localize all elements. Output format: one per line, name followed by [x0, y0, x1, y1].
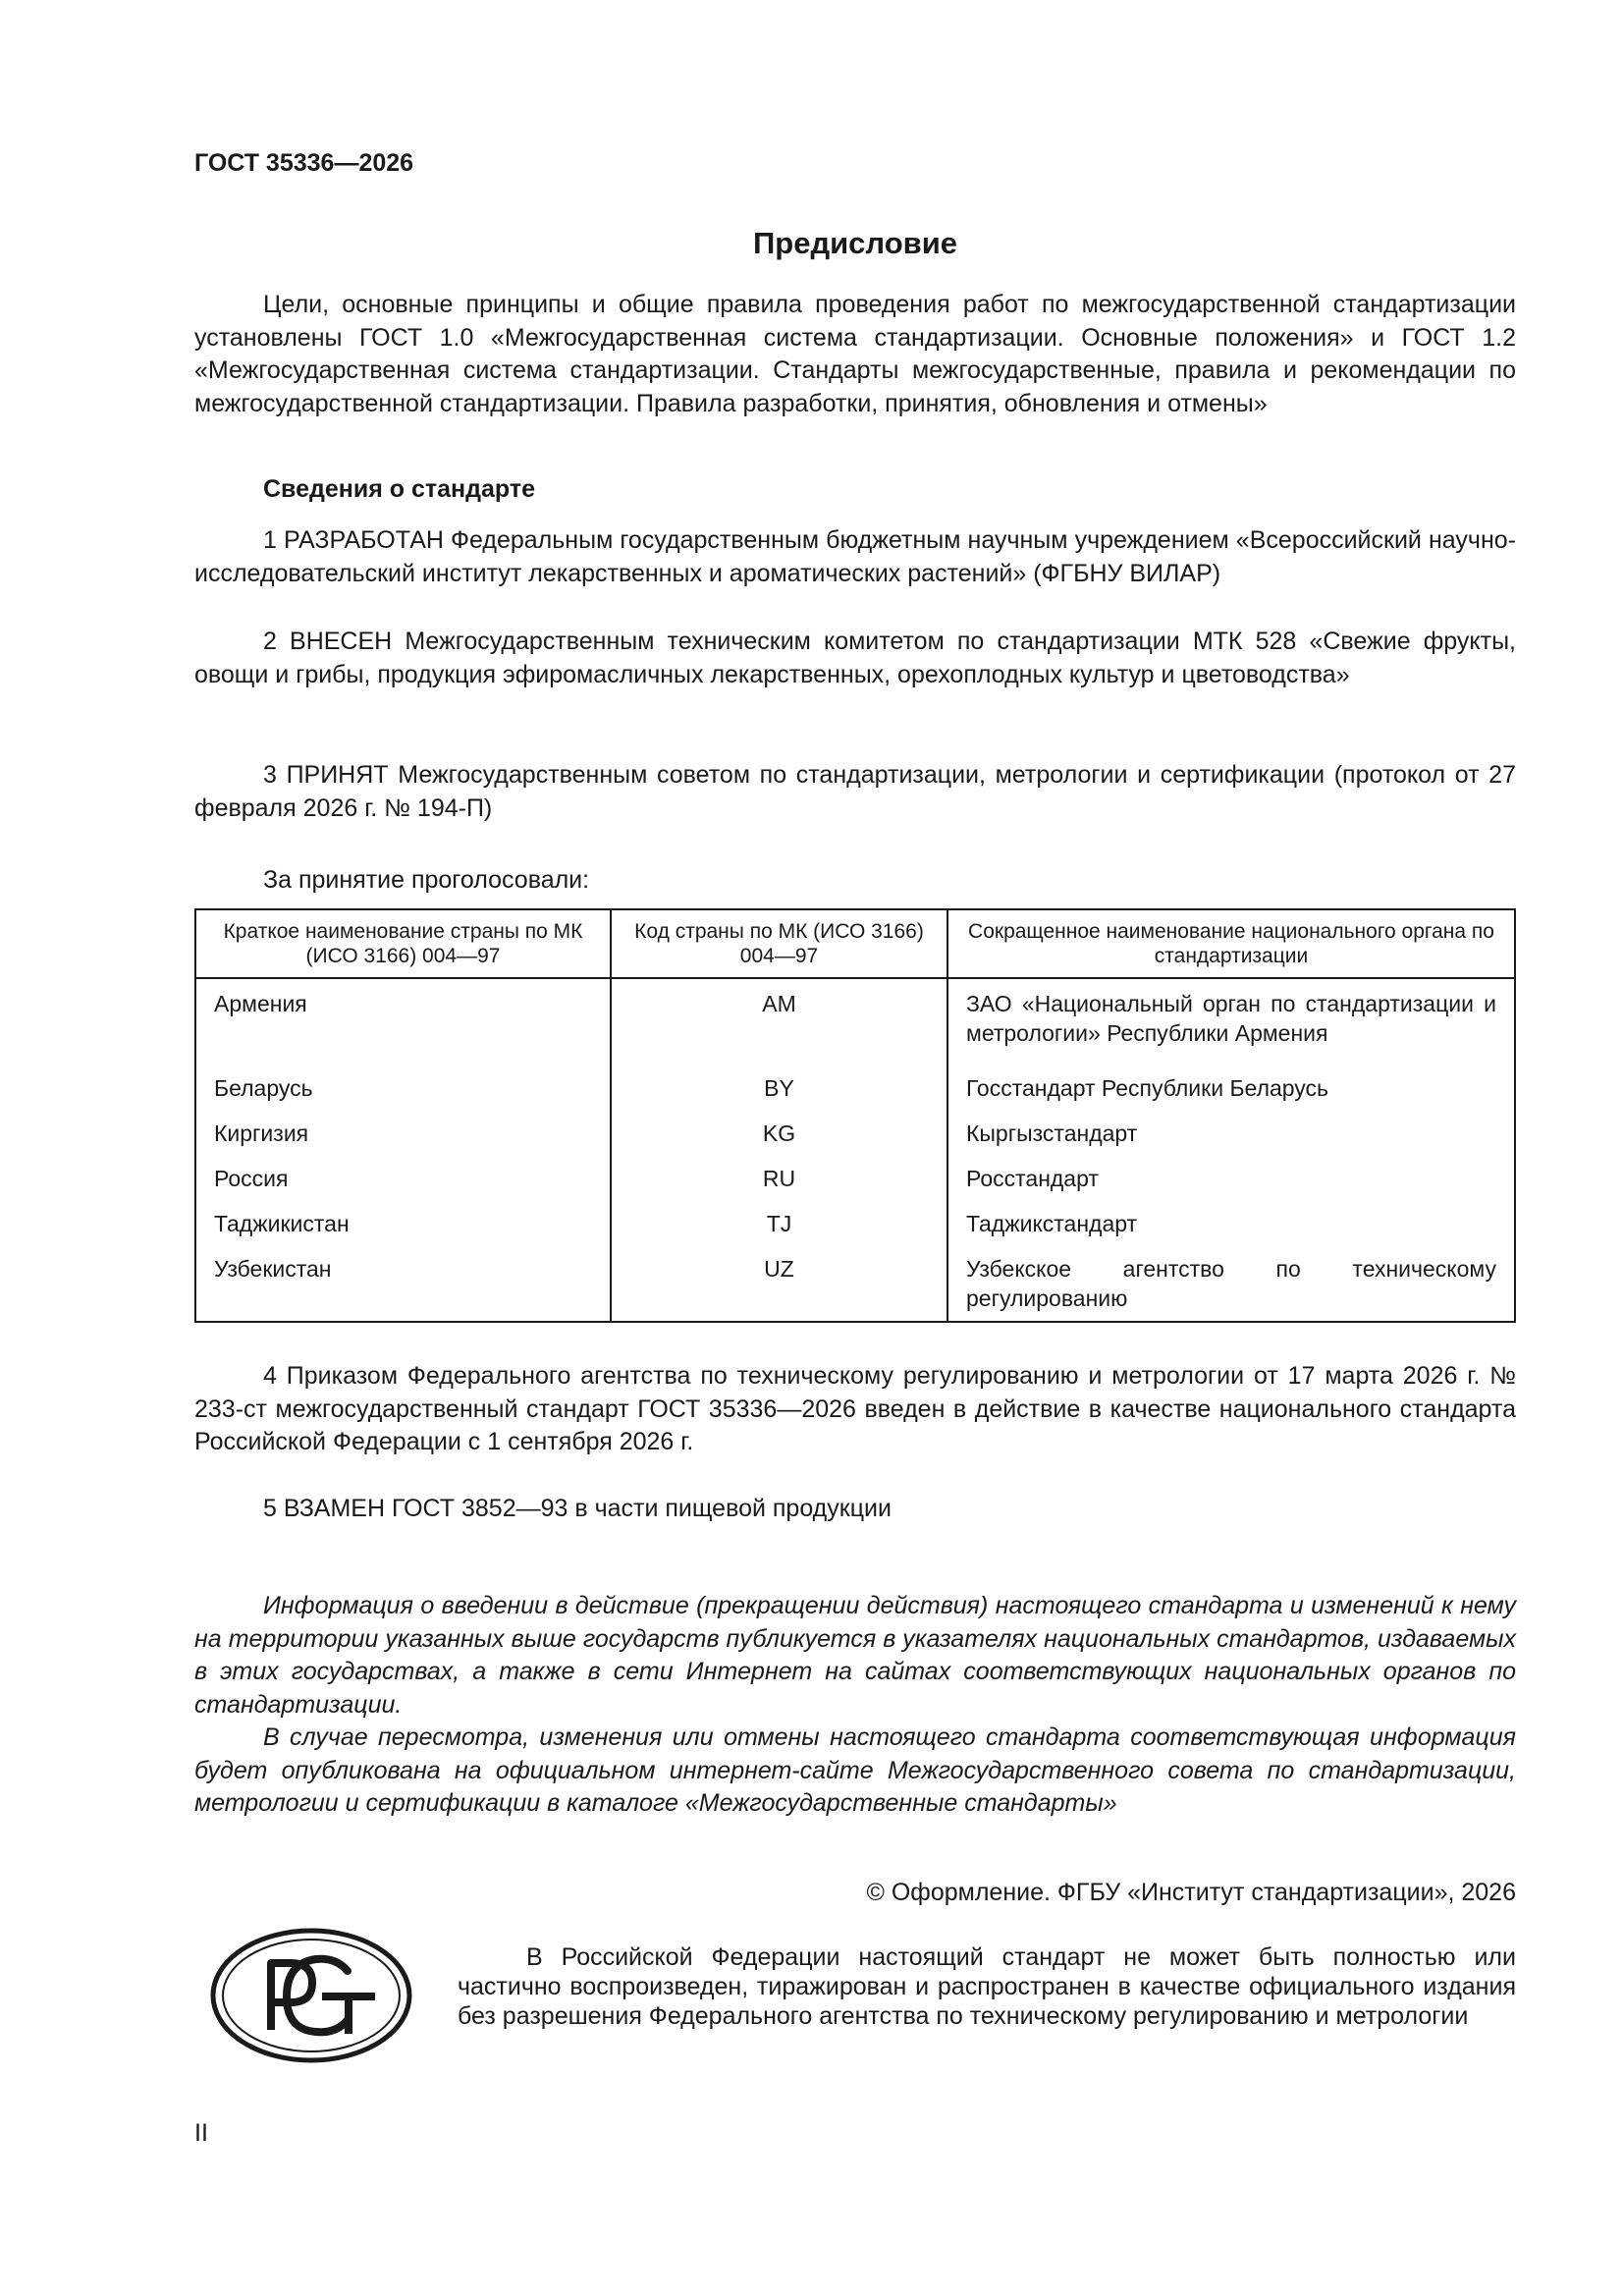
cell-code: BY [611, 1066, 947, 1111]
cell-country: Киргизия [195, 1111, 611, 1156]
table-row [195, 1246, 1515, 1322]
copyright-line: © Оформление. ФГБУ «Институт стандартизации», 2026 [866, 1879, 1516, 1906]
rst-mark-icon [210, 1928, 412, 2063]
column-header-organization: Сокращенное наименование национального органа по стандартизации [947, 909, 1515, 978]
cell-organization: Росстандарт [947, 1156, 1515, 1201]
info-paragraph: В случае пересмотра, изменения или отмены настоящего стандарта соответствующая информация будет опубликована на официальном интернет-сайте Межгосударственного совета по стандартизации, метрологии и сертификации в каталоге «Межгосударственные стандарты» [194, 1723, 1516, 1817]
cell-code: KG [611, 1111, 947, 1156]
item-developed: 1 РАЗРАБОТАН Федеральным государственным бюджетным научным учреждением «Всероссийский научно-исследовательский институт лекарственных и ароматических растений» (ФГБНУ ВИЛАР) [194, 526, 1516, 587]
intro-paragraph: Цели, основные принципы и общие правила проведения работ по межгосударственной стандартизации установлены ГОСТ 1.0 «Межгосударственная система стандартизации. Основные положения» и ГОСТ 1.2 «Межгосударственная система стандартизации. Стандарты межгосударственные, правила и рекомендации по межгосударственной стандартизации. Правила разработки, принятия, обновления и отмены» [194, 291, 1516, 417]
cell-organization: ЗАО «Национальный орган по стандартизации и метрологии» Республики Армения [947, 978, 1515, 1066]
cell-organization: Таджикстандарт [947, 1201, 1515, 1246]
cell-organization: Кыргызстандарт [947, 1111, 1515, 1156]
vote-label: За принятие проголосовали: [263, 866, 590, 894]
cell-country: Россия [195, 1156, 611, 1201]
cell-country: Узбекистан [195, 1246, 611, 1322]
cell-country: Армения [195, 978, 611, 1066]
cell-code: AM [611, 978, 947, 1066]
cell-country: Беларусь [195, 1066, 611, 1111]
cell-organization: Узбекское агентство по техническому регулированию [947, 1246, 1515, 1322]
info-paragraph: Информация о введении в действие (прекращении действия) настоящего стандарта и изменений к нему на территории указанных выше государств публикуется в указателях национальных стандартов, издаваемых в этих государствах, а также в сети Интернет на сайтах соответствующих национальных органов по стандартизации. [194, 1592, 1516, 1719]
info-block [194, 1590, 1516, 1821]
table-row [195, 978, 1515, 1066]
column-header-code: Код страны по МК (ИСО 3166) 004—97 [611, 909, 947, 978]
table-row [195, 1201, 1515, 1246]
item-submitted: 2 ВНЕСЕН Межгосударственным техническим комитетом по стандартизации МТК 528 «Свежие фрукты, овощи и грибы, продукция эфиромасличных лекарственных, орехоплодных культур и цветоводства» [194, 628, 1516, 688]
cell-code: TJ [611, 1201, 947, 1246]
item-enacted: 4 Приказом Федерального агентства по техническому регулированию и метрологии от 17 марта 2026 г. № 233-ст межгосударственный стандарт ГОСТ 35336—2026 введен в действие в качестве национального стандарта Российской Федерации с 1 сентября 2026 г. [194, 1362, 1516, 1455]
cell-country: Таджикистан [195, 1201, 611, 1246]
page-number: II [194, 2119, 208, 2147]
cell-organization: Госстандарт Республики Беларусь [947, 1066, 1515, 1111]
table-row [195, 1156, 1515, 1201]
item-replaces: 5 ВЗАМЕН ГОСТ 3852—93 в части пищевой продукции [263, 1495, 892, 1522]
voting-table [194, 908, 1516, 1323]
cell-code: RU [611, 1156, 947, 1201]
column-header-country: Краткое наименование страны по МК (ИСО 3166) 004—97 [195, 909, 611, 978]
table-row [195, 1066, 1515, 1111]
cell-code: UZ [611, 1246, 947, 1322]
table-header-row [195, 909, 1515, 978]
document-code: ГОСТ 35336—2026 [194, 149, 414, 177]
page-title: Предисловие [752, 226, 957, 260]
section-heading: Сведения о стандарте [263, 475, 536, 503]
table-row [195, 1111, 1515, 1156]
legal-notice: В Российской Федерации настоящий стандарт не может быть полностью или частично воспроизведен, тиражирован и распространен в качестве официального издания без разрешения Федерального агентства по техническому регулированию и метрологии [458, 1943, 1516, 2030]
item-adopted: 3 ПРИНЯТ Межгосударственным советом по стандартизации, метрологии и сертификации (протокол от 27 февраля 2026 г. № 194-П) [194, 761, 1516, 822]
